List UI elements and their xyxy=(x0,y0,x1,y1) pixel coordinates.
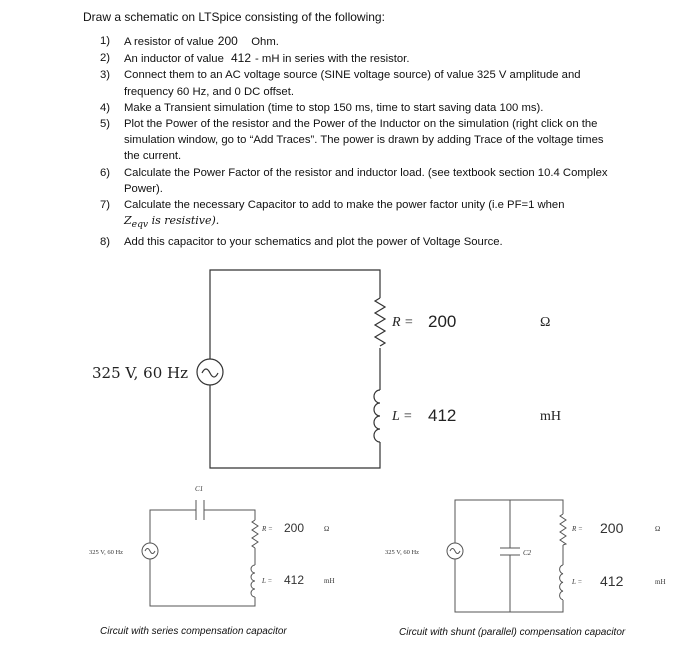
heading: Draw a schematic on LTSpice consisting of the following: xyxy=(83,10,385,24)
resistor-unit: Ω xyxy=(540,315,551,330)
inductor-label: L = xyxy=(262,577,273,585)
item-number: 5) xyxy=(100,118,111,131)
capacitor-icon xyxy=(196,500,204,520)
z-symbol: Z xyxy=(124,214,132,228)
resistor-icon xyxy=(560,514,566,545)
series-circuit xyxy=(89,485,335,606)
resistor-icon xyxy=(375,298,385,346)
item-number: 6) xyxy=(100,166,111,179)
inductor-value: 412 xyxy=(428,406,457,425)
shunt-circuit xyxy=(385,500,666,612)
item-text: A resistor of value xyxy=(124,36,214,48)
item-text: Calculate the necessary Capacitor to add to make the power factor unity (i.e PF=1 when xyxy=(124,199,565,212)
sine-icon xyxy=(450,549,460,554)
item-number: 7) xyxy=(100,199,111,212)
resistor-label: R = xyxy=(572,525,583,533)
item-text: Ohm. xyxy=(251,36,279,48)
item-text: Plot the Power of the resistor and the Power of the Inductor on the simulation (right click on the simulation window, go to “Add Traces”. The power is drawn by adding Trace of the voltage times the current. xyxy=(124,118,604,163)
shunt-caption: Circuit with shunt (parallel) compensation capacitor xyxy=(399,627,626,638)
inductor-icon xyxy=(251,565,255,597)
item-text: An inductor of value xyxy=(124,53,224,66)
item-text: Make a Transient simulation (time to stop 150 ms, time to start saving data 100 ms). xyxy=(124,101,544,114)
resistor-value: 200 xyxy=(217,34,238,48)
inductor-unit: mH xyxy=(655,578,666,586)
wire xyxy=(150,510,255,606)
item-text: Add this capacitor to your schematics and plot the power of Voltage Source. xyxy=(124,235,503,248)
inductor-value: 412 xyxy=(284,573,305,587)
resistor-unit: Ω xyxy=(324,525,330,533)
item-number: 1) xyxy=(100,35,111,47)
source-label: 325 V, 60 Hz xyxy=(92,364,188,382)
z-subscript: eqv xyxy=(131,219,149,231)
item-number: 3) xyxy=(100,69,111,82)
resistor-icon xyxy=(252,520,258,548)
z-text: is resistive). xyxy=(148,214,220,228)
inductor-icon xyxy=(374,390,380,442)
wire xyxy=(210,270,380,468)
inductor-value: 412 xyxy=(600,573,624,589)
resistor-value: 200 xyxy=(284,521,305,535)
item-text: Connect them to an AC voltage source (SINE voltage source) of value 325 V amplitude and frequency 60 Hz, and 0 DC offset. xyxy=(124,69,581,98)
capacitor-label: C1 xyxy=(195,485,204,493)
sine-icon xyxy=(145,549,155,554)
resistor-label: R = xyxy=(392,315,414,330)
inductor-icon xyxy=(560,565,563,600)
resistor-value: 200 xyxy=(600,520,624,536)
source-label: 325 V, 60 Hz xyxy=(385,549,420,556)
inductor-label: L = xyxy=(392,409,413,424)
item-number: 8) xyxy=(100,235,111,248)
sine-icon xyxy=(202,369,218,377)
resistor-unit: Ω xyxy=(655,525,661,533)
inductor-label: L = xyxy=(572,578,583,586)
resistor-value: 200 xyxy=(428,312,457,331)
source-label: 325 V, 60 Hz xyxy=(89,549,124,556)
wire xyxy=(455,500,563,612)
main-circuit xyxy=(92,270,561,468)
item-text: - mH in series with the resistor. xyxy=(255,53,410,66)
series-caption: Circuit with series compensation capacitor xyxy=(100,626,287,637)
capacitor-icon xyxy=(500,548,520,555)
item-text: Calculate the Power Factor of the resistor and inductor load. (see textbook section 10.4 Complex Power). xyxy=(124,166,608,195)
inductor-value: 412 xyxy=(231,51,252,66)
item-number: 2) xyxy=(100,52,111,65)
inductor-unit: mH xyxy=(324,577,335,585)
inductor-unit: mH xyxy=(540,409,561,424)
resistor-label: R = xyxy=(262,525,273,533)
item-number: 4) xyxy=(100,101,111,114)
capacitor-label: C2 xyxy=(523,549,532,557)
